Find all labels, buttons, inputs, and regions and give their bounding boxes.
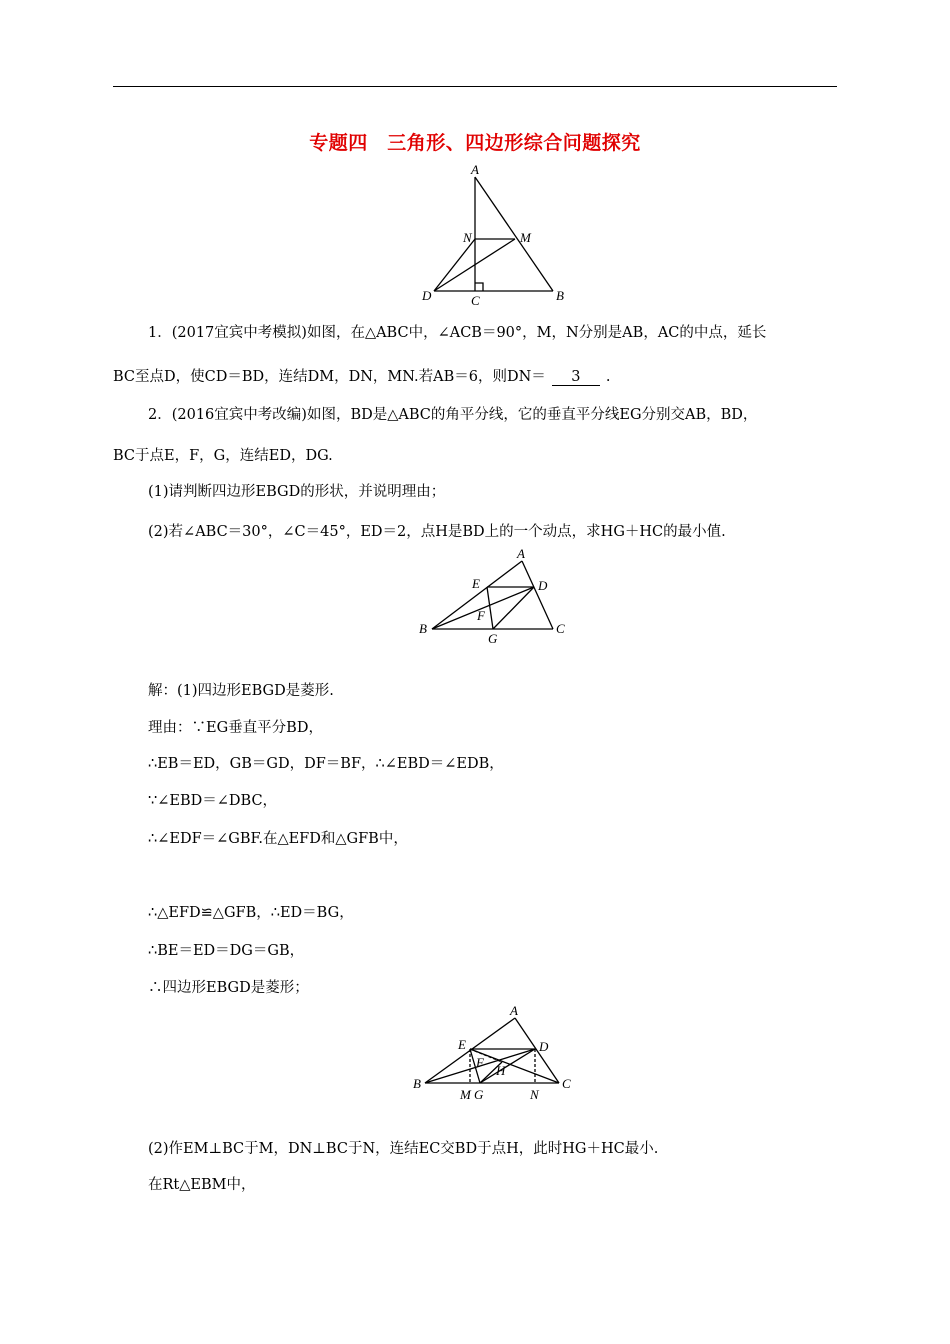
segment-dg: [480, 1049, 535, 1083]
label-d: D: [539, 1039, 549, 1054]
q2-line-1: 2．(2016宜宾中考改编)如图，BD是△ABC的角平分线，它的垂直平分线EG分别交AB，BD，: [148, 407, 758, 423]
label-a: A: [517, 546, 525, 561]
label-m: M: [460, 1087, 471, 1102]
segment-ac: [515, 1018, 559, 1083]
q2-part-2: (2)若∠ABC＝30°，∠C＝45°，ED＝2，点H是BD上的一个动点，求HG＋HC的最小值.: [148, 524, 726, 540]
solution-line-8: ∴四边形EBGD是菱形；: [148, 980, 309, 996]
q1-line-2: [113, 367, 610, 387]
label-g: G: [474, 1087, 484, 1102]
q1-answer: 3: [552, 369, 600, 386]
figure-3-construction: [410, 1003, 580, 1108]
solution-line-5: ∴∠EDF＝∠GBF.在△EFD和△GFB中，: [148, 831, 408, 847]
label-b: B: [413, 1076, 421, 1091]
segment-eg: [487, 587, 493, 629]
segment-dg: [493, 587, 534, 629]
label-a: A: [471, 162, 479, 177]
label-m: M: [520, 230, 531, 245]
label-f: F: [477, 608, 485, 623]
label-e: E: [458, 1037, 466, 1052]
page-title: 专题四 三角形、四边形综合问题探究: [309, 132, 641, 154]
label-h: H: [496, 1063, 506, 1078]
figure-1-triangle: [410, 160, 580, 310]
label-b: B: [556, 288, 564, 303]
solution-line-10: 在Rt△EBM中，: [148, 1177, 256, 1193]
label-b: B: [419, 621, 427, 636]
label-e: E: [472, 576, 480, 591]
label-a: A: [510, 1003, 518, 1018]
solution-line-9: (2)作EM⊥BC于M，DN⊥BC于N，连结EC交BD于点H，此时HG＋HC最小.: [148, 1141, 659, 1157]
label-d: D: [538, 578, 548, 593]
solution-line-2: 理由：∵EG垂直平分BD，: [148, 720, 323, 736]
solution-line-7: ∴BE＝ED＝DG＝GB，: [148, 943, 305, 959]
label-n: N: [530, 1087, 539, 1102]
label-n: N: [463, 230, 472, 245]
q1-line-2-end: .: [605, 369, 611, 385]
label-c: C: [556, 621, 565, 636]
header-rule: [113, 86, 837, 87]
q1-line-2-text: BC至点D，使CD＝BD，连结DM，DN，MN.若AB＝6，则DN＝: [113, 369, 546, 385]
segment-dn: [434, 239, 475, 291]
label-f: F: [476, 1055, 484, 1070]
figure-2-rhombus: [415, 548, 575, 648]
segment-ab: [475, 177, 553, 291]
label-c: C: [562, 1076, 571, 1091]
label-g: G: [488, 631, 498, 646]
solution-line-1: 解：(1)四边形EBGD是菱形.: [148, 683, 334, 699]
label-d: D: [422, 288, 432, 303]
solution-line-6: ∴△EFD≌△GFB，∴ED＝BG，: [148, 905, 354, 921]
solution-line-3: ∴EB＝ED，GB＝GD，DF＝BF，∴∠EBD＝∠EDB，: [148, 756, 504, 772]
label-c: C: [471, 293, 480, 308]
q2-line-2: BC于点E，F，G，连结ED，DG.: [113, 448, 333, 464]
solution-line-4: ∵∠EBD＝∠DBC，: [148, 793, 278, 809]
q1-line-1: 1．(2017宜宾中考模拟)如图，在△ABC中，∠ACB＝90°，M，N分别是AB，AC的中点，延长: [148, 325, 767, 341]
right-angle-mark: [475, 283, 483, 291]
q2-part-1: (1)请判断四边形EBGD的形状，并说明理由；: [148, 484, 446, 500]
